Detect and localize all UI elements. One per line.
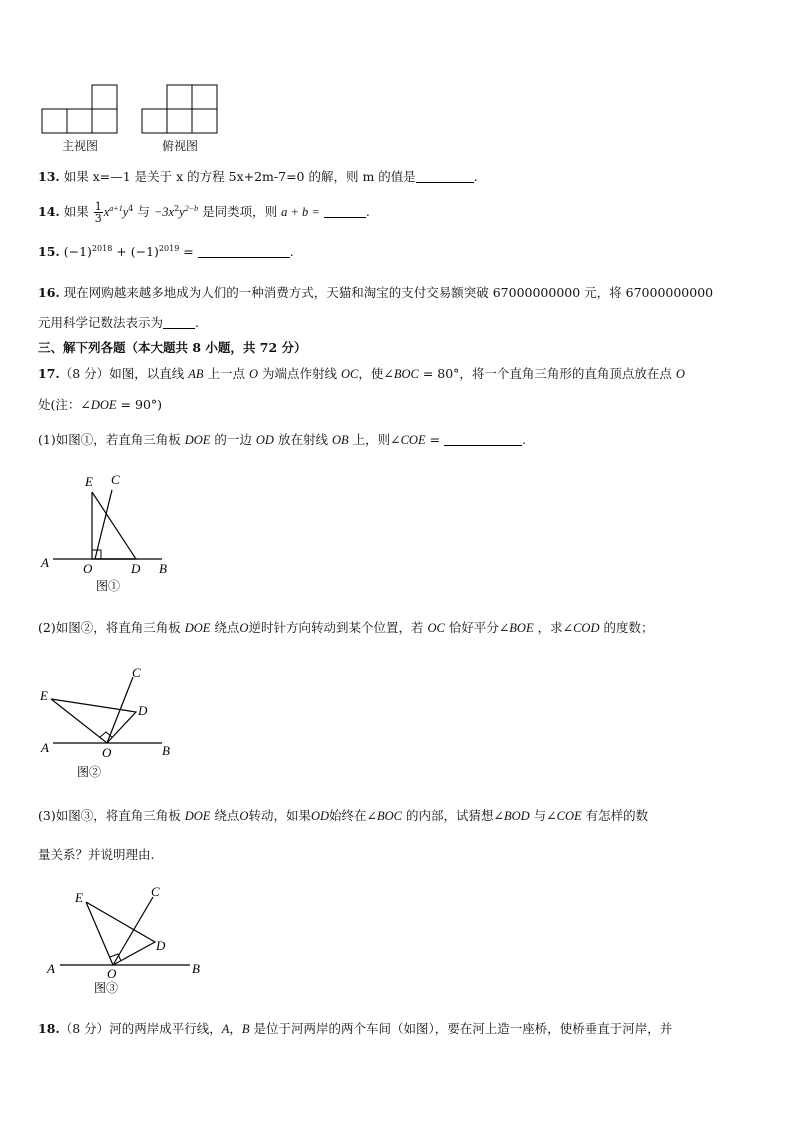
question-13 — [38, 167, 478, 185]
math-term: (−1) — [130, 244, 159, 260]
math-operator: = — [429, 432, 441, 447]
question-17-part-1 — [38, 430, 526, 448]
math-var: BOE — [509, 621, 534, 635]
question-number: 15. — [38, 244, 60, 260]
fraction-numerator: 1 — [94, 200, 102, 213]
answer-blank[interactable] — [416, 170, 474, 183]
math-var: O — [239, 621, 249, 635]
question-15 — [38, 244, 294, 259]
math-var: OC — [340, 367, 359, 381]
question-text: 绕点 — [214, 620, 240, 635]
front-view-label: 主视图 — [62, 139, 99, 153]
label-A: A — [47, 961, 55, 976]
math-var: BOC — [393, 367, 419, 381]
question-text-end: . — [289, 244, 294, 260]
label-O: O — [102, 745, 112, 760]
question-text: 放在射线 — [277, 432, 328, 447]
question-score: （8 分） — [59, 366, 110, 381]
math-exponent: 2−b — [184, 203, 199, 213]
question-text: 与∠ — [533, 808, 557, 823]
answer-blank[interactable] — [444, 433, 522, 446]
math-var: A — [221, 1022, 230, 1036]
label-C: C — [111, 472, 120, 487]
answer-blank[interactable] — [324, 205, 366, 218]
question-text: 河的两岸成平行线， — [109, 1021, 222, 1036]
label-E: E — [85, 474, 93, 489]
question-text: 如图③，将直角三角板 — [55, 808, 181, 823]
question-text: 始终在∠ — [329, 808, 378, 823]
math-operator: = — [183, 244, 194, 260]
question-text: 是同类项，则 — [202, 204, 278, 219]
label-C: C — [151, 884, 160, 899]
label-D: D — [138, 703, 148, 718]
math-exponent: 2018 — [91, 244, 113, 253]
math-var: OB — [331, 433, 349, 447]
question-14 — [38, 201, 370, 224]
answer-blank[interactable] — [198, 245, 290, 258]
question-17-part-3-line-2: 量关系？并说明理由. — [38, 847, 155, 862]
question-text: 元用科学记数法表示为 — [38, 315, 164, 330]
question-number: 18. — [38, 1021, 60, 1036]
top-view-label: 俯视图 — [162, 139, 199, 153]
math-var: O — [675, 367, 685, 381]
question-text: 有怎样的数 — [585, 808, 649, 823]
label-O: O — [83, 561, 93, 576]
question-text: 上一点 — [207, 366, 245, 381]
math-operator: + — [116, 244, 127, 260]
math-var: BOC — [377, 809, 403, 823]
math-term: −3x — [153, 205, 175, 219]
ray-OC-visible — [112, 490, 136, 559]
part-number: (1) — [38, 432, 56, 447]
question-text: 绕点 — [214, 808, 240, 823]
math-var: y — [122, 205, 129, 219]
math-var: DOE — [184, 809, 211, 823]
math-exponent: 4 — [128, 203, 134, 213]
triangle-DOE — [92, 492, 136, 559]
question-text: ， — [229, 1021, 242, 1036]
question-text: 如图，以直线 — [109, 366, 185, 381]
math-var: OD — [310, 809, 330, 823]
label-B: B — [192, 961, 200, 976]
front-view-drawing — [42, 85, 117, 133]
math-var: OC — [427, 621, 445, 635]
question-text-end: . — [473, 169, 478, 184]
question-text: ，求∠ — [537, 620, 574, 635]
fraction-denominator: 3 — [94, 212, 102, 225]
question-17-line-2 — [38, 395, 162, 413]
question-score: （8 分） — [59, 1021, 110, 1036]
figure-1-caption: 图① — [96, 579, 121, 593]
math-var: COE — [556, 809, 582, 823]
math-expression: a + b = — [281, 205, 320, 219]
triangle-DOE — [51, 699, 136, 743]
label-B: B — [162, 743, 170, 758]
top-view-drawing — [142, 85, 217, 133]
question-number: 17. — [38, 366, 60, 381]
figure-3-caption: 图③ — [94, 981, 119, 995]
label-D: D — [131, 561, 141, 576]
label-A: A — [41, 740, 49, 755]
math-var: COE — [400, 433, 426, 447]
label-E: E — [75, 890, 83, 905]
math-var: O — [248, 367, 258, 381]
question-text: = 90°) — [120, 397, 163, 412]
label-D: D — [156, 938, 166, 953]
fraction-one-third — [94, 201, 103, 224]
label-E: E — [40, 688, 48, 703]
math-exponent: 2 — [174, 203, 180, 213]
question-text: 如图①，若直角三角板 — [55, 432, 181, 447]
part-number: (3) — [38, 808, 56, 823]
math-var: DOE — [184, 621, 211, 635]
label-C: C — [132, 665, 141, 680]
math-var: B — [241, 1022, 250, 1036]
question-18 — [38, 1019, 672, 1037]
math-exponent: 2019 — [158, 244, 180, 253]
question-text: 如果 x=—1 是关于 x 的方程 5x+2m-7=0 的解，则 m 的值是 — [63, 169, 416, 184]
math-var: O — [239, 809, 249, 823]
question-number: 14. — [38, 204, 60, 219]
ray-OC — [113, 897, 153, 965]
math-exponent: a+1 — [109, 203, 123, 213]
question-text: 如图②，将直角三角板 — [55, 620, 181, 635]
question-17-part-3-line-1 — [38, 806, 648, 824]
figure-1 — [38, 470, 188, 595]
question-text: 的度数； — [603, 620, 654, 635]
question-17-part-2 — [38, 618, 653, 636]
question-text-end: . — [522, 432, 527, 447]
question-text: 逆时针方向转动到某个位置，若 — [248, 620, 424, 635]
label-O: O — [107, 966, 117, 981]
math-var: AB — [188, 367, 204, 381]
part-number: (2) — [38, 620, 56, 635]
question-text-end: . — [195, 315, 199, 330]
figure-3 — [40, 882, 210, 997]
section-3-title: 三、解下列各题（本大题共 8 小题，共 72 分） — [38, 340, 307, 355]
math-var: DOE — [184, 433, 211, 447]
math-term: (−1) — [63, 244, 92, 260]
question-text: 的内部，试猜想∠ — [406, 808, 504, 823]
question-text: 如果 — [63, 204, 89, 219]
question-text: 转动，如果 — [248, 808, 311, 823]
question-17-line-1 — [38, 364, 685, 382]
question-text: 为端点作射线 — [261, 366, 337, 381]
question-16-line-1 — [38, 283, 713, 301]
question-text: 处(注：∠ — [38, 397, 91, 412]
label-B: B — [159, 561, 167, 576]
question-text: 与 — [137, 204, 150, 219]
question-text: 上，则∠ — [352, 432, 401, 447]
question-text: = 80°，将一个直角三角形的直角顶点放在点 — [422, 366, 672, 381]
math-var: BOD — [503, 809, 530, 823]
question-text: 是位于河两岸的两个车间（如图），要在河上造一座桥，使桥垂直于河岸，并 — [253, 1021, 673, 1036]
question-number: 13. — [38, 169, 60, 184]
figure-2-caption: 图② — [77, 765, 102, 779]
question-16-line-2 — [38, 313, 199, 331]
question-text: 现在网购越来越多地成为人们的一种消费方式，天猫和淘宝的支付交易额突破 67000000000 元，将 67000000000 — [63, 285, 714, 300]
question-text: 恰好平分∠ — [448, 620, 510, 635]
question-text: 的一边 — [214, 432, 252, 447]
label-A: A — [41, 555, 49, 570]
question-text: ，使∠ — [358, 366, 394, 381]
math-var: DOE — [90, 398, 117, 412]
math-var: COD — [573, 621, 600, 635]
math-var: y — [179, 205, 185, 219]
figure-2 — [38, 662, 188, 782]
math-var: OD — [255, 433, 274, 447]
question-number: 16. — [38, 285, 60, 300]
answer-blank[interactable] — [163, 316, 195, 329]
math-var: x — [103, 205, 110, 219]
question-text-end: . — [365, 204, 370, 219]
